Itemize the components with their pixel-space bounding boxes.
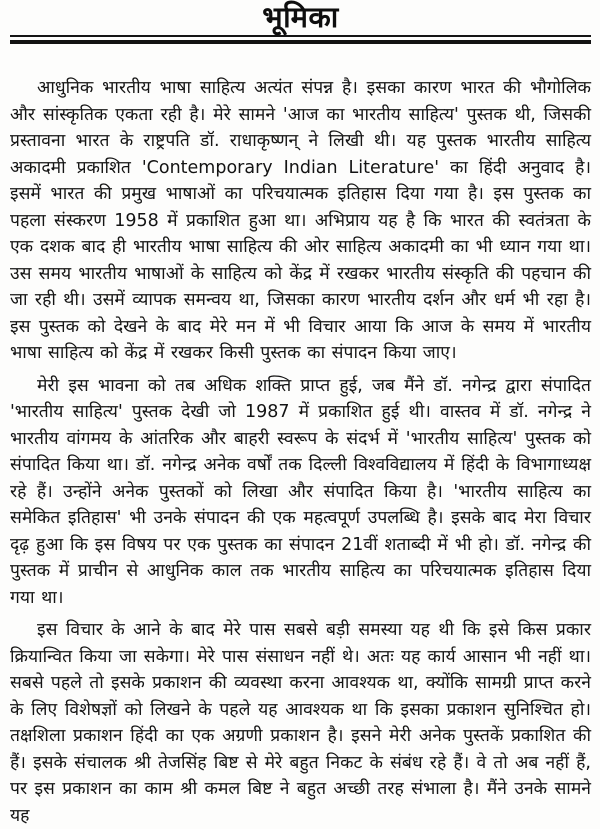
page-body xyxy=(10,75,591,829)
page-title: भूमिका xyxy=(262,0,339,34)
paragraph-3: इस विचार के आने के बाद मेरे पास सबसे बड़ी समस्या यह थी कि इसे किस प्रकार क्रियान्वित किया जा सकेगा। मेरे पास संसाधन नहीं थे। अतः यह कार्य आसान भी नहीं था। सबसे पहले तो इसके प्रकाशन की व्यवस्था करना आवश्यक था, क्योंकि सामग्री प्राप्त करने के लिए विशेषज्ञों को लिखने के पहले यह आवश्यक था कि इसका प्रकाशन सुनिश्चित हो। तक्षशिला प्रकाशन हिंदी का एक अग्रणी प्रकाशन है। इसने मेरी अनेक पुस्तकें प्रकाशित की हैं। इसके संचालक श्री तेजसिंह बिष्ट से मेरे बहुत निकट के संबंध रहे हैं। वे तो अब नहीं हैं, पर इस प्रकाशन का काम श्री कमल बिष्ट ने बहुत अच्छी तरह संभाला है। मैंने उनके सामने यह xyxy=(10,620,591,826)
paragraph-2: मेरी इस भावना को तब अधिक शक्ति प्राप्त हुई, जब मैंने डॉ. नगेन्द्र द्वारा संपादित 'भारतीय साहित्य' पुस्तक देखी जो 1987 में प्रकाशित हुई थी। वास्तव में डॉ. नगेन्द्र ने भारतीय वांगमय के आंतरिक और बाहरी स्वरूप के संदर्भ में 'भारतीय साहित्य' पुस्तक को संपादित किया था। डॉ. नगेन्द्र अनेक वर्षों तक दिल्ली विश्वविद्यालय में हिंदी के विभागाध्यक्ष रहे हैं। उन्होंने अनेक पुस्तकों को लिखा और संपादित किया है। 'भारतीय साहित्य का समेकित इतिहास' भी उनके संपादन की एक महत्वपूर्ण उपलब्धि है। इसके बाद मेरा विचार दृढ़ हुआ कि इस विषय पर एक पुस्तक का संपादन 21वीं शताब्दी में भी हो। डॉ. नगेन्द्र की पुस्तक में प्राचीन से आधुनिक काल तक भारतीय साहित्य का परिचयात्मक इतिहास दिया गया था। xyxy=(10,375,591,608)
paragraph-1: आधुनिक भारतीय भाषा साहित्य अत्यंत संपन्न है। इसका कारण भारत की भौगोलिक और सांस्कृतिक एकता रही है। मेरे सामने 'आज का भारतीय साहित्य' पुस्तक थी, जिसकी प्रस्तावना भारत के राष्ट्रपति डॉ. राधाकृष्णन् ने लिखी थी। यह पुस्तक भारतीय साहित्य अकादमी प्रकाशित 'Contemporary Indian Literature' का हिंदी अनुवाद है। इसमें भारत की प्रमुख भाषाओं का परिचयात्मक इतिहास दिया गया है। इस पुस्तक का पहला संस्करण 1958 में प्रकाशित हुआ था। अभिप्राय यह है कि भारत की स्वतंत्रता के एक दशक बाद ही भारतीय भाषा साहित्य की ओर साहित्य अकादमी का भी ध्यान गया था। उस समय भारतीय भाषाओं के साहित्य को केंद्र में रखकर भारतीय संस्कृति की पहचान की जा रही थी। उसमें व्यापक समन्वय था, जिसका कारण भारतीय दर्शन और धर्म भी रहा है। इस पुस्तक को देखने के बाद मेरे मन में भी विचार आया कि आज के समय में भारतीय भाषा साहित्य को केंद्र में रखकर किसी पुस्तक का संपादन किया जाए। xyxy=(10,78,591,364)
title-double-rule xyxy=(10,35,591,44)
